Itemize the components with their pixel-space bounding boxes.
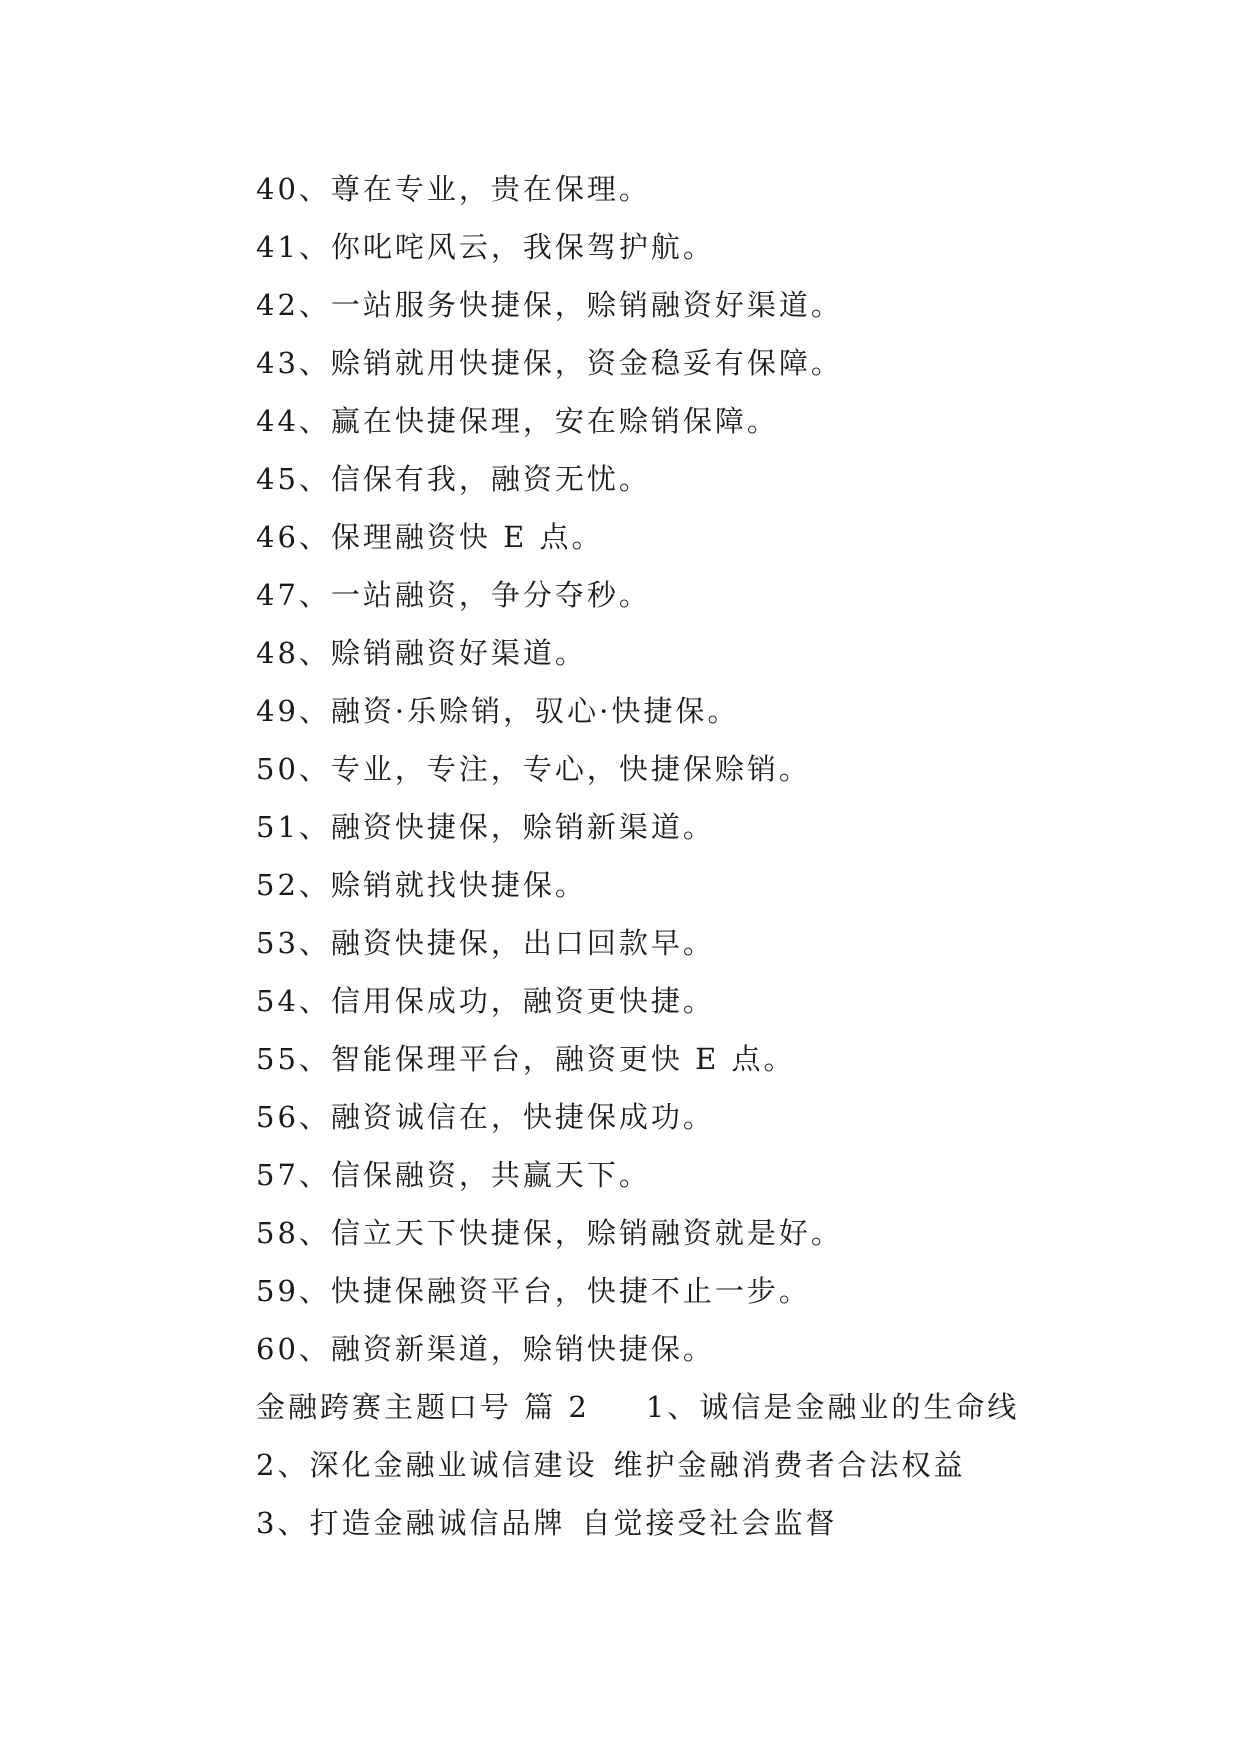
- slogan-line: 47、一站融资，争分夺秒。: [256, 578, 651, 612]
- slogan-part: 自觉接受社会监督: [581, 1506, 838, 1540]
- slogan-line: 56、融资诚信在，快捷保成功。: [256, 1100, 715, 1134]
- slogan-line: [256, 1494, 1156, 1552]
- slogan-line: 41、你叱咤风云，我保驾护航。: [256, 230, 715, 264]
- slogan-line: 50、专业，专注，专心，快捷保赊销。: [256, 752, 811, 786]
- slogan-part: 2、深化金融业诚信建设: [256, 1448, 598, 1482]
- slogan-line: 46、保理融资快 E 点。: [256, 520, 604, 554]
- slogan-line: 45、信保有我，融资无忧。: [256, 462, 651, 496]
- section-first-item: 1、诚信是金融业的生命线: [645, 1390, 1020, 1424]
- slogan-line: 54、信用保成功，融资更快捷。: [256, 984, 715, 1018]
- slogan-line: 42、一站服务快捷保，赊销融资好渠道。: [256, 288, 843, 322]
- slogan-line: [256, 1436, 1156, 1494]
- slogan-line: 52、赊销就找快捷保。: [256, 868, 587, 902]
- slogan-line: 55、智能保理平台，融资更快 E 点。: [256, 1042, 796, 1076]
- slogan-line: 59、快捷保融资平台，快捷不止一步。: [256, 1274, 811, 1308]
- slogan-part: 维护金融消费者合法权益: [613, 1448, 966, 1482]
- slogan-line: 51、融资快捷保，赊销新渠道。: [256, 810, 715, 844]
- slogan-line: 43、赊销就用快捷保，资金稳妥有保障。: [256, 346, 843, 380]
- section-heading: 金融跨赛主题口号 篇 2: [256, 1390, 590, 1424]
- slogan-line: 60、融资新渠道，赊销快捷保。: [256, 1332, 715, 1366]
- slogan-line: 44、赢在快捷保理，安在赊销保障。: [256, 404, 779, 438]
- document-body: [256, 160, 1156, 1552]
- section-heading-line: [256, 1378, 1156, 1436]
- slogan-line: 57、信保融资，共赢天下。: [256, 1158, 651, 1192]
- slogan-line: 48、赊销融资好渠道。: [256, 636, 587, 670]
- slogan-line: 53、融资快捷保，出口回款早。: [256, 926, 715, 960]
- slogan-part: 3、打造金融诚信品牌: [256, 1506, 566, 1540]
- slogan-line: 49、融资·乐赊销，驭心·快捷保。: [256, 694, 740, 728]
- slogan-line: 58、信立天下快捷保，赊销融资就是好。: [256, 1216, 843, 1250]
- slogan-line: 40、尊在专业，贵在保理。: [256, 172, 651, 206]
